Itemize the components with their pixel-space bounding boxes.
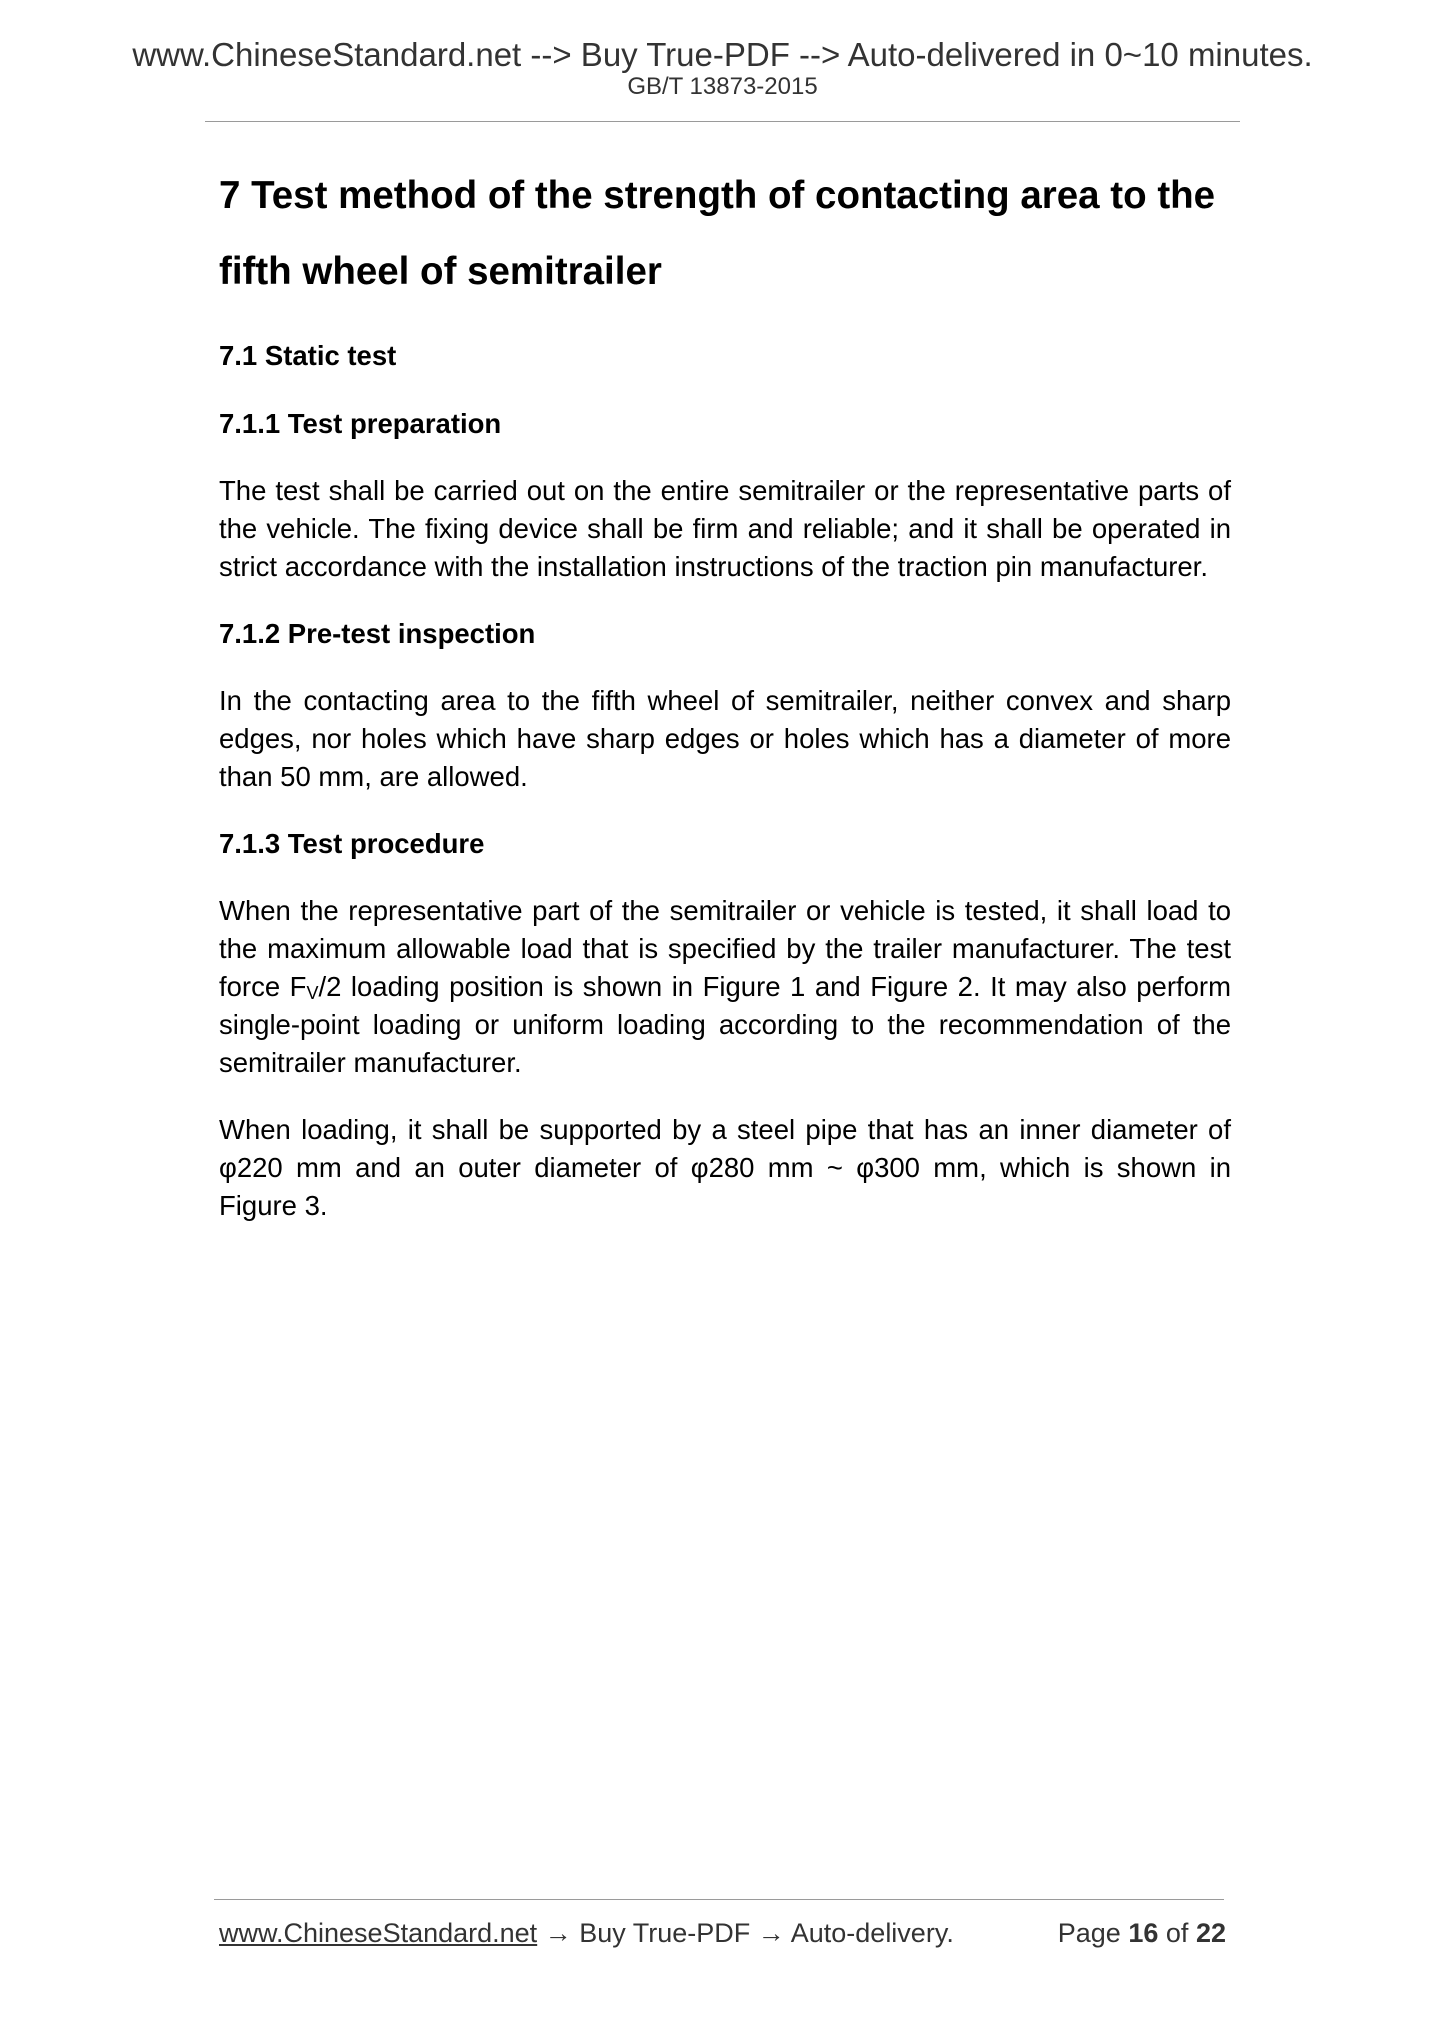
site-banner: www.ChineseStandard.net --> Buy True-PDF --> Auto-delivered in 0~10 minutes. xyxy=(132,36,1313,73)
section-title-line2: fifth wheel of semitrailer xyxy=(219,250,662,293)
procedure-text-start: When the representative part of the semitrailer or vehicle is tested, it shall load to the maximum allowable load that is specified by the trailer manufacturer. The test force F xyxy=(219,895,1231,1002)
heading-test-procedure: 7.1.3 Test procedure xyxy=(219,828,485,859)
force-subscript: V xyxy=(306,983,319,1003)
page-current: 16 xyxy=(1128,1918,1159,1948)
paragraph-test-procedure-1 xyxy=(219,892,1231,1082)
page-number xyxy=(1058,1917,1226,1949)
page-label: Page xyxy=(1057,1918,1121,1948)
heading-test-preparation: 7.1.1 Test preparation xyxy=(219,408,502,439)
subsection-heading-static-test: 7.1 Static test xyxy=(219,340,397,371)
header-divider xyxy=(205,121,1240,122)
page-total: 22 xyxy=(1195,1918,1226,1948)
section-title xyxy=(219,158,1231,310)
footer-divider xyxy=(214,1899,1224,1900)
paragraph-pre-test-inspection: In the contacting area to the fifth wheel of semitrailer, neither convex and sharp edges, nor holes which have sharp edges or holes which has a diameter of more than 50 mm, are allowed. xyxy=(219,685,1231,792)
procedure-text-end: /2 loading position is shown in Figure 1 and Figure 2. It may also perform single-point loading or uniform loading according to the recommendation of the semitrailer manufacturer. xyxy=(219,971,1231,1078)
paragraph-test-preparation: The test shall be carried out on the entire semitrailer or the representative parts of the vehicle. The fixing device shall be firm and reliable; and it shall be operated in strict accordance with the installation instructions of the traction pin manufacturer. xyxy=(219,475,1231,582)
footer-site-link[interactable]: www.ChineseStandard.net xyxy=(219,1918,538,1948)
heading-pre-test-inspection: 7.1.2 Pre-test inspection xyxy=(219,618,536,649)
footer-promo xyxy=(219,1917,954,1949)
footer-promo-text: → Buy True-PDF → Auto-delivery. xyxy=(537,1918,954,1948)
page-content xyxy=(219,158,1231,1254)
paragraph-test-procedure-2: When loading, it shall be supported by a steel pipe that has an inner diameter of φ220 mm and an outer diameter of φ280 mm ~ φ300 mm, which is shown in Figure 3. xyxy=(219,1114,1231,1221)
section-title-line1: 7 Test method of the strength of contacting area to the xyxy=(219,174,1216,217)
page-of-label: of xyxy=(1165,1918,1189,1948)
document-code: GB/T 13873-2015 xyxy=(627,73,818,100)
